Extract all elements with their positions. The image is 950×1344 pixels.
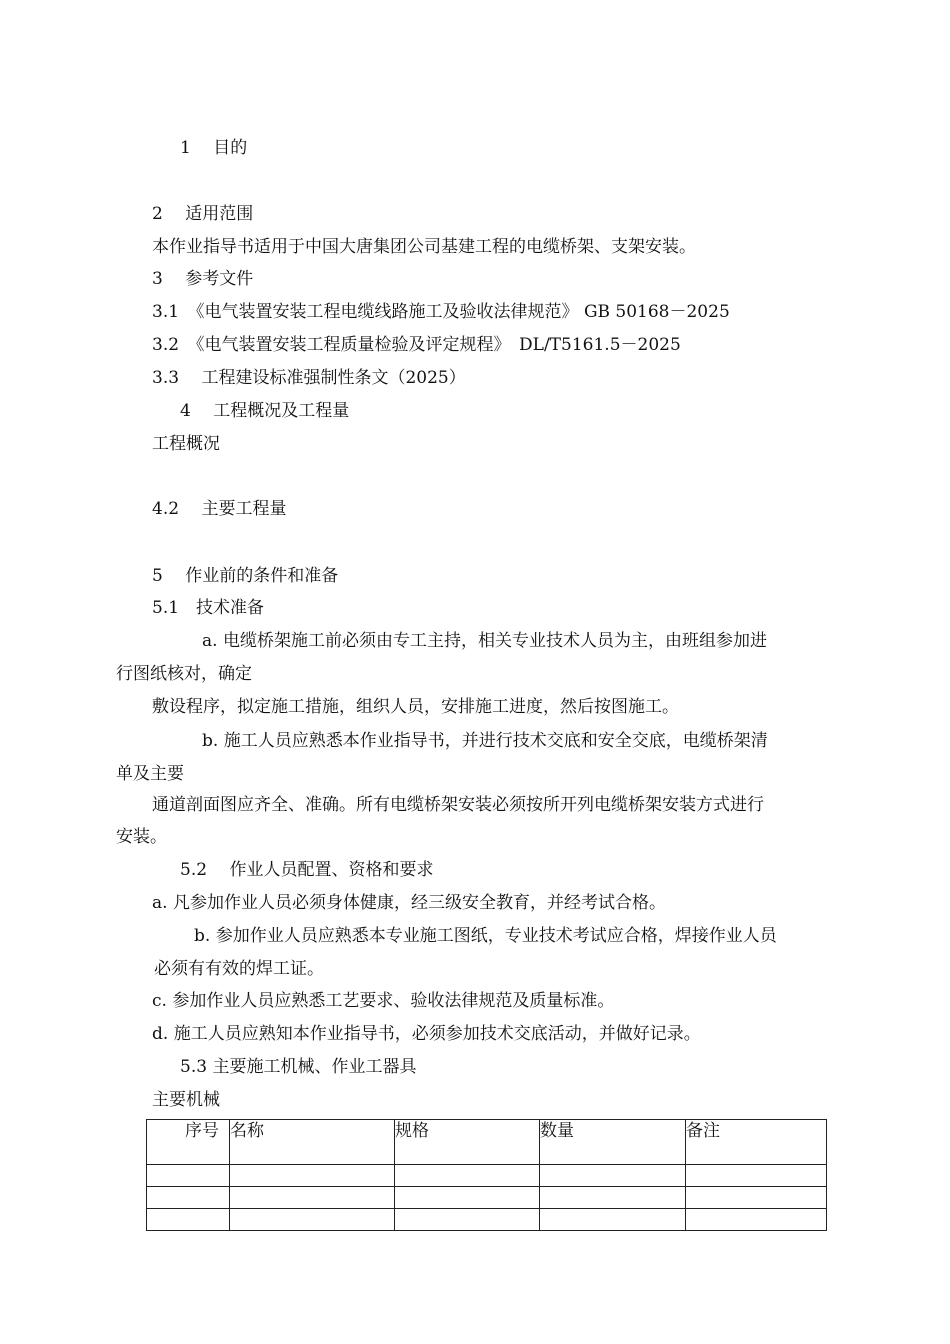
heading-5-3-machinery: 5.3 主要施工机械、作业工器具 <box>180 1057 417 1077</box>
heading-4-2-quantities: 4.2 主要工程量 <box>152 499 287 519</box>
reference-3-1: 3.1 《电气装置安装工程电缆线路施工及验收法律规范》 GB 50168－2025 <box>152 302 730 322</box>
table-row <box>147 1165 827 1187</box>
item-5-1-a-line2: 行图纸核对，确定 <box>116 664 252 684</box>
item-5-2-b-line1: b. 参加作业人员应熟悉本专业施工图纸，专业技术考试应合格，焊接作业人员 <box>194 926 777 946</box>
table-cell <box>230 1187 395 1209</box>
heading-4-overview: 4 工程概况及工程量 <box>180 401 350 421</box>
heading-5-preconditions: 5 作业前的条件和准备 <box>152 566 339 586</box>
item-5-1-b-line1: b. 施工人员应熟悉本作业指导书，并进行技术交底和安全交底，电缆桥架清 <box>202 731 768 751</box>
table-cell <box>395 1187 540 1209</box>
header-cell-remarks: 备注 <box>686 1120 827 1165</box>
heading-1-purpose: 1 目的 <box>180 138 248 158</box>
header-cell-spec: 规格 <box>395 1120 540 1165</box>
item-5-2-b-line2: 必须有有效的焊工证。 <box>154 959 324 979</box>
table-cell <box>230 1165 395 1187</box>
heading-5-2-personnel: 5.2 作业人员配置、资格和要求 <box>180 860 434 880</box>
table-cell <box>395 1209 540 1231</box>
item-5-2-d: d. 施工人员应熟知本作业指导书，必须参加技术交底活动，并做好记录。 <box>152 1024 701 1044</box>
table-cell <box>686 1187 827 1209</box>
item-5-2-a: a. 凡参加作业人员必须身体健康，经三级安全教育，并经考试合格。 <box>152 893 666 913</box>
heading-3-references: 3 参考文件 <box>152 269 254 289</box>
table-cell <box>686 1165 827 1187</box>
header-cell-name: 名称 <box>230 1120 395 1165</box>
item-5-1-a-line3: 敷设程序，拟定施工措施，组织人员，安排施工进度，然后按图施工。 <box>152 697 679 717</box>
reference-3-3: 3.3 工程建设标准强制性条文（2025） <box>152 368 466 388</box>
item-5-1-b-line2: 单及主要 <box>116 764 184 784</box>
table-cell <box>395 1165 540 1187</box>
table-row <box>147 1209 827 1231</box>
table-cell <box>540 1165 686 1187</box>
machinery-table <box>146 1119 827 1231</box>
table-header-row <box>147 1120 827 1165</box>
item-5-2-c: c. 参加作业人员应熟悉工艺要求、验收法律规范及质量标准。 <box>152 991 615 1011</box>
table-cell <box>540 1209 686 1231</box>
table-cell <box>147 1165 230 1187</box>
heading-2-scope: 2 适用范围 <box>152 204 254 224</box>
table-cell <box>540 1187 686 1209</box>
reference-3-2: 3.2 《电气装置安装工程质量检验及评定规程》 DL/T5161.5－2025 <box>152 335 681 355</box>
table-row <box>147 1187 827 1209</box>
header-cell-index: 序号 <box>147 1120 230 1165</box>
overview-text: 工程概况 <box>152 434 220 454</box>
item-5-1-b-line4: 安装。 <box>116 827 167 847</box>
item-5-1-a-line1: a. 电缆桥架施工前必须由专工主持，相关专业技术人员为主，由班组参加进 <box>202 631 767 651</box>
header-cell-quantity: 数量 <box>540 1120 686 1165</box>
heading-5-1-technical: 5.1 技术准备 <box>152 598 265 618</box>
table-cell <box>147 1187 230 1209</box>
table-cell <box>686 1209 827 1231</box>
table-cell <box>147 1209 230 1231</box>
machinery-label: 主要机械 <box>152 1090 220 1110</box>
scope-text: 本作业指导书适用于中国大唐集团公司基建工程的电缆桥架、支架安装。 <box>152 237 696 257</box>
item-5-1-b-line3: 通道剖面图应齐全、准确。所有电缆桥架安装必须按所开列电缆桥架安装方式进行 <box>152 795 764 815</box>
table-cell <box>230 1209 395 1231</box>
